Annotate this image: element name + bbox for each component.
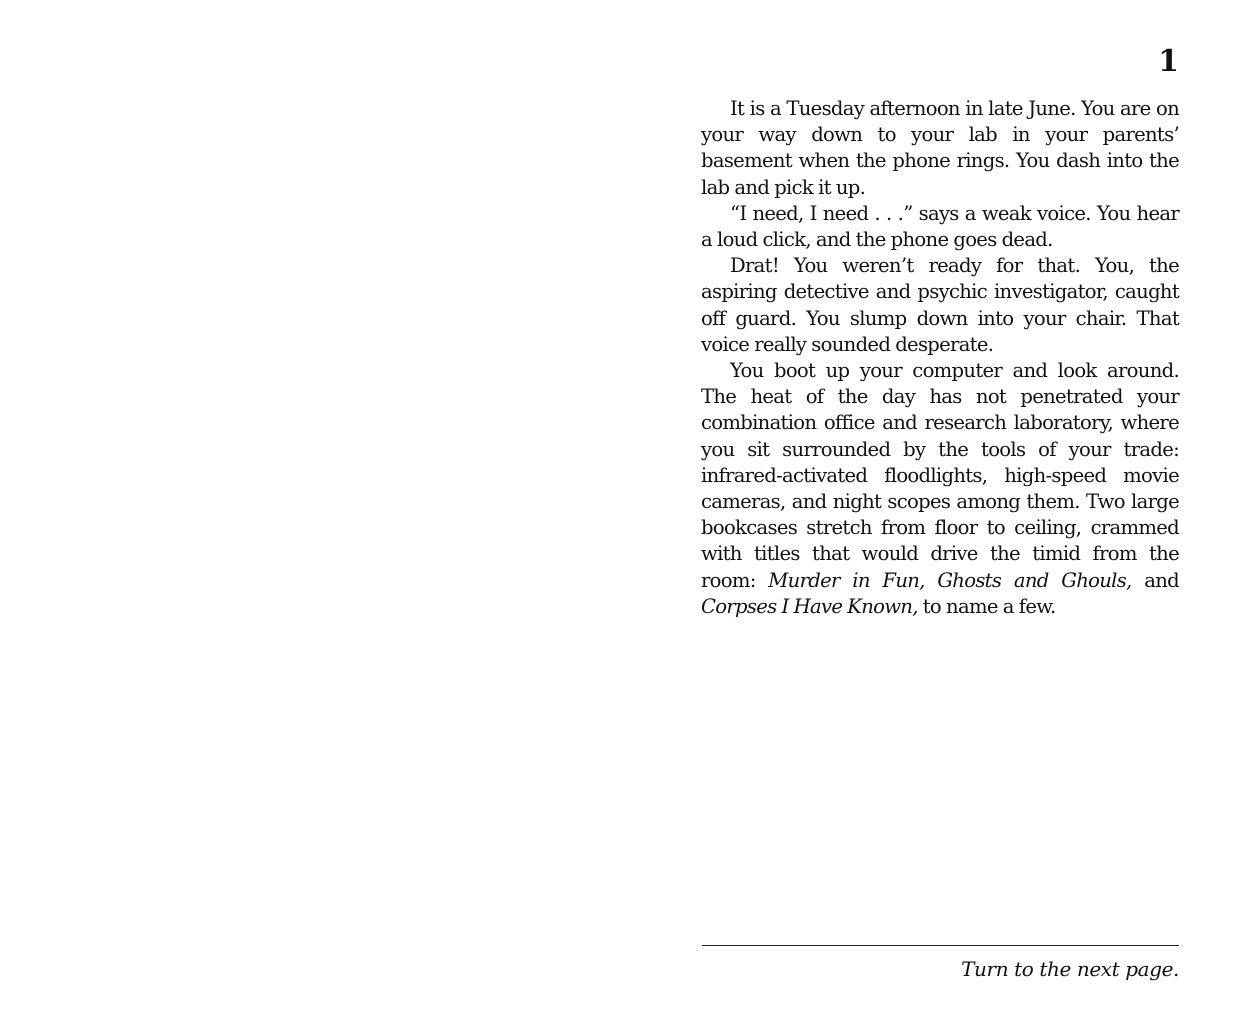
footer-divider [702,945,1179,946]
paragraph-1: It is a Tuesday afternoon in late June. You are on your way down to your lab in your parents’ basement when the phone rings. You dash into the lab and pick it up. [701,97,1179,199]
paragraph-4-conj: and [1131,568,1179,592]
paragraph-4-ending: to name a few. [917,594,1056,618]
page-number: 1 [1158,44,1179,79]
paragraph-4 [701,358,1179,620]
body-text [701,96,1179,620]
book-title-3: Corpses I Have Known, [701,594,918,618]
paragraph-4-text: You boot up your computer and look around. The heat of the day has not penetrated your combination office and research laboratory, where you sit surrounded by the tools of your trade: infrared-activated floodlights, high-speed movie cameras, and night scopes among them. Two large bookcases stretch from floor to ceiling, crammed with titles that would drive the timid from the room: [701,359,1179,592]
turn-page-instruction: Turn to the next page. [961,957,1179,981]
book-titles-1-2: Murder in Fun, Ghosts and Ghouls, [768,568,1132,592]
paragraph-2: “I need, I need . . .” says a weak voice. You hear a loud click, and the phone goes dead. [701,201,1179,252]
paragraph-3: Drat! You weren’t ready for that. You, the aspiring detective and psychic investigator, caught off guard. You slump down into your chair. That voice really sounded desperate. [701,254,1179,356]
right-page [626,0,1252,1027]
